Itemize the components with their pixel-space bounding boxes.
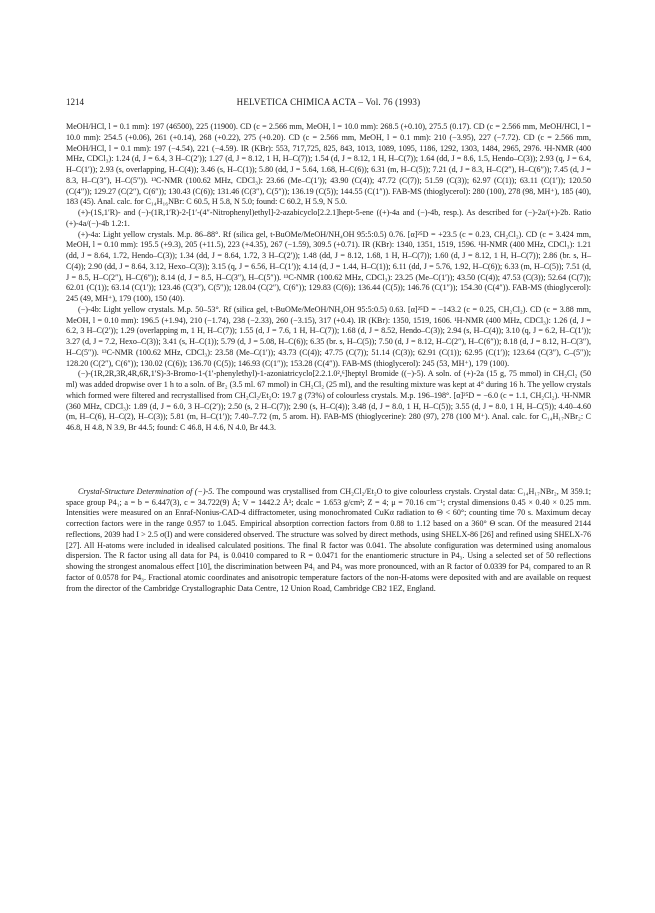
paragraph-compound-4a: (+)-4a: Light yellow crystals. M.p. 86–88°. Rf (silica gel, t-BuOMe/MeOH/NH₄OH 95:5:0.5) 0.76. [α]²⁵D = +23.5 (c = 0.23, CH₂Cl₂). CD (c = 3.424 mm, MeOH, l = 0.10 mm): 195.5 (+9.3), 205 (+11.5), 223 (+4.35), 267 (−1.59), 309.5 (+0.71). IR (KBr): 1340, 1351, 1519, 1596. ¹H-NMR (400 MHz, CDCl₃): 1.21 (dd, J = 8.64, 1.72, Hendo–C(3)); 1.34 (dd, J = 8.64, 1.72, 3 H–C(2′)); 1.48 (dd, J = 8.12, 1.68, 1 H, H–C(7)); 1.60 (d, J = 8.12, 1 H, H–C(7)); 2.86 (br. s, H–C(4)); 2.90 (dd, J = 8.64, 3.12, Hexo–C(3)); 3.15 (q, J = 6.56, H–C(1′)); 4.14 (d, J = 1.44, H–C(1)); 6.11 (dd, J = 5.76, 1.92, H–C(6)); 6.33 (m, H–C(5)); 7.51 (d, J = 8.5, H–C(2″), H–C(6″)); 8.14 (d, J = 8.5, H–C(3″), H–C(5″)). ¹³C-NMR (100.62 MHz, CDCl₃): 23.25 (Me–C(1′)); 43.50 (C(4)); 47.53 (C(3)); 52.64 (C(7)); 62.01 (C(1)); 63.14 (C(1′)); 123.46 (C(3″), C(5″)); 128.04 (C(2″), C(6″)); 129.83 (C(6)); 136.44 (C(5)); 146.76 (C(1″)); 154.30 (C(4″)). FAB-MS (thioglycerol): 245 (49, MH⁺), 179 (100), 150 (40). (66, 229, 591, 303)
paragraph-compound-5: (−)-(1R,2R,3R,4R,6R,1′S)-3-Bromo-1-(1′-phenylethyl)-1-azoniatricyclo[2.2.1.0²,⁶]heptyl Bromide ((−)-5). A soln. of (+)-2a (15 g, 75 mmol) in CH₂Cl₂ (50 ml) was added dropwise over 1 h to a soln. of Br₂ (3.5 ml. 67 mmol) in CH₂Cl₂ (25 ml), and the resulting mixture was kept at 4° during 16 h. The yellow crystals which formed were filtered and recrystallised from CH₂Cl₂/Et₂O: 19.7 g (73%) of colourless crystals. M.p. 196–198°. [α]²⁵D = −6.0 (c = 1.1, CH₂Cl₂). ¹H-NMR (360 MHz, CDCl₃): 1.89 (d, J = 6.0, 3 H–C(2′)); 2.50 (s, 2 H–C(7)); 2.90 (s, H–C(4)); 3.48 (d, J = 8.0, 1 H, H–C(5)); 3.55 (d, J = 8.0, 1 H, H–C(5)); 4.40–4.60 (m, H–C(6), H–C(2), H–C(3)); 5.81 (m, H–C(1′)); 7.40–7.72 (m, 5 arom. H). FAB-MS (thioglycerine): 280 (97), 278 (100 M⁺). Anal. calc. for C₁₄H₁₇NBr₂: C 46.8, H 4.8, N 3.9, Br 44.5; found: C 46.8, H 4.6, N 4.0, Br 44.3. (66, 369, 591, 432)
crystal-structure-title: Crystal-Structure Determination of (−)-5. (78, 486, 215, 496)
main-text (66, 122, 591, 594)
paragraph-compound-4-heading: (+)-(1S,1′R)- and (−)-(1R,1′R)-2-[1′-(4″-Nitrophenyl)ethyl]-2-azabicyclo[2.2.1]hept-5-ene ((+)-4a and (−)-4b, resp.). As described for (−)-2a/(+)-2b. Ratio (+)-4a/(−)-4b 1.2:1. (66, 208, 591, 228)
paragraph-compound-4b: (−)-4b: Light yellow crystals. M.p. 50–53°. Rf (silica gel, t-BuOMe/MeOH/NH₄OH 95:5:0.5) 0.63. [α]²⁵D = −143.2 (c = 0.25, CH₂Cl₂). CD (c = 3.88 mm, MeOH, l = 0.10 mm): 196.5 (+1.94), 210 (−1.74), 238 (−2.33), 260 (−3.15), 317 (+0.4). IR (KBr): 1350, 1519, 1606. ¹H-NMR (400 MHz, CDCl₃): 1.26 (d, J = 6.2, 3 H–C(2′)); 1.29 (overlapping m, 1 H, H–C(7)); 1.55 (d, J = 7.6, 1 H, H–C(7)); 1.68 (d, J = 8.52, Hendo–C(3)); 2.94 (s, H–C(4)); 3.10 (q, J = 6.2, H–C(1′)); 3.27 (d, J = 7.2, Hexo–C(3)); 3.41 (s, H–C(1)); 5.79 (d, J = 5.08, H–C(6)); 6.35 (br. s, H–C(5)); 7.50 (d, J = 8.12, H–C(2″), H–C(6″)); 8.18 (d, J = 8.12, H–C(3″), H–C(5″)). ¹³C-NMR (100.62 MHz, CDCl₃): 23.58 (Me–C(1′)); 43.73 (C(4)); 47.75 (C(7)); 51.14 (C(3)); 62.91 (C(1)); 62.95 (C(1′)); 123.64 (C(3″), C–(5″)); 128.20 (C(2″), C(6″)); 130.02 (C(6)); 136.70 (C(5)); 146.93 (C(1″)); 153.28 (C(4″)). FAB-MS (thioglycerol): 245 (53, MH⁺), 179 (100). (66, 304, 591, 368)
paragraph-spectra-continued: MeOH/HCl, l = 0.1 mm): 197 (46500), 225 (11900). CD (c = 2.566 mm, MeOH, l = 10.0 mm): 268.5 (+0.10), 275.5 (0.17). CD (c = 2.566 mm, MeOH/HCl, l = 10.0 mm): 254.5 (+0.06), 261 (+0.14), 268 (+0.22), 275 (+0.20). CD (c = 2.566 mm, MeOH, l = 0.1 mm): 210 (−3.95), 227 (−7.72). CD (c = 2.566 mm, MeOH/HCl, l = 0.1 mm): 197 (−4.54), 221 (−4.59). IR (KBr): 553, 717,725, 825, 843, 1013, 1089, 1095, 1186, 1292, 1303, 1484, 2965, 2976. ¹H-NMR (400 MHz, CDCl₃): 1.24 (d, J = 6.4, 3 H–C(2′)); 1.27 (d, J = 8.12, 1 H, H–C(7)); 1.54 (d, J = 8.12, 1 H, H–C(7)); 1.64 (dd, J = 8.6, 1.5, Hendo–C(3)); 2.93 (q, J = 6.4, H–C(1′)); 2.93 (s, overlapping, H–C(4)); 3.46 (s, H–C(1)); 5.80 (dd, J = 5.64, 1.68, H–C(6)); 6.31 (m, H–C(5)); 7.21 (d, J = 8.3, H–C(2″), H–C(6″)); 7.45 (d, J = 8.3, H–C(3″), H–C(5″)). ¹³C-NMR (100.62 MHz, CDCl₃): 23.66 (Me–C(1′)); 43.90 (C(4)); 47.72 (C(7)); 51.59 (C(3)); 62.97 (C(1)); 63.11 (C(1′)); 120.50 (C(4″)); 129.27 (C(2″), C(6″)); 130.43 (C(6)); 131.46 (C(3″), C(5″)); 136.19 (C(5)); 144.55 (C(1″)). FAB-MS (thioglycerol): 280 (100), 278 (98, MH⁺), 185 (40), 183 (45). Anal. calc. for C₁₄H₁₆NBr: C 60.5, H 5.8, N 5.0; found: C 60.2, H 5.9, N 5.0. (66, 122, 591, 207)
running-header (66, 97, 591, 111)
page-number: 1214 (66, 97, 84, 107)
journal-title: HELVETICA CHIMICA ACTA – Vol. 76 (1993) (236, 97, 421, 107)
paragraph-crystal-structure (66, 487, 591, 595)
crystal-structure-text: The compound was crystallised from CH₂Cl₂/Et₂O to give colourless crystals. Crystal data: C₁₄H₁₇NBr₂, M 359.1; space group P4₁; a = b = 6.447(3), c = 34.722(9) Å; V = 1442.2 Å³; dcalc = 1.653 g/cm³; Z = 4; μ = 70.16 cm⁻¹; crystal dimensions 0.45 × 0.40 × 0.25 mm. Intensities were measured on an Enraf-Nonius-CAD-4 diffractometer, using monochromated CuKα radiation to Θ < 60°; counting time 70 s. Maximum decay correction factors were in the range 0.957 to 1.045. Empirical absorption correction factors from 0.88 to 1.12 based on a 360° Θ scan. Of the measured 2144 reflections, 2039 had I > 2.5 σ(I) and were considered observed. The structure was solved by direct methods, using SHELX-86 [26] and refined using SHELX-76 [27]. All H-atoms were included in idealised calculated positions. The final R factor was 0.041. The absolute configuration was determined using anomalous dispersion. The R factor using all data for P4₁ is 0.0410 compared to R = 0.0471 for the enantiomeric structure in P4₃. Using a selected set of 50 reflections showing the strongest anomalous effect [10], the discrimination between P4₁ and P4₃ was more pronounced, with an R factor of 0.0339 for P4₁ compared to an R factor of 0.0578 for P4₃. Fractional atomic coordinates and anisotropic temperature factors of the non-H-atoms were deposited with and are available on request from the director of the Cambridge Crystallographic Data Centre, 12 Union Road, Cambridge CB2 1EZ, England. (66, 486, 591, 593)
